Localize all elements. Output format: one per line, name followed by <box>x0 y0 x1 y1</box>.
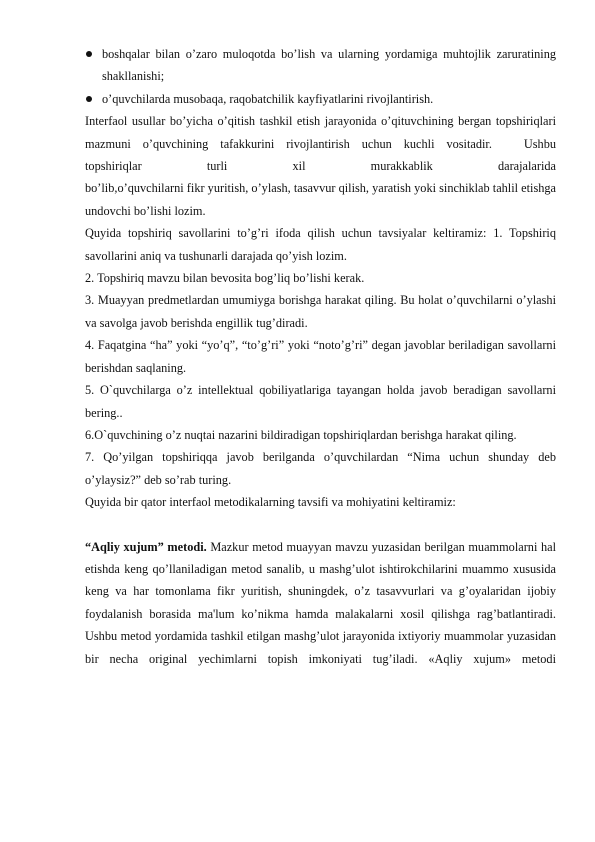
blank-line <box>85 514 556 536</box>
list-item-2: 2. Topshiriq mavzu bilan bevosita bog’liq bo’lishi kerak. <box>85 271 365 286</box>
paragraph-brainstorm-method <box>85 536 556 670</box>
list-item-7: 7. Qo’yilgan topshiriqqa javob berilganda o’quvchilardan “Nima uchun shunday deb o’ylaysiz?” deb so’rab turing. <box>85 450 556 487</box>
bullet-item <box>85 88 556 110</box>
paragraph-continuation: bo’lib,o’quvchilarni fikr yuritish, o’ylash, tasavvur qilish, yaratish yoki sinchiklab tahlil etishga undovchi bo’lishi lozim. <box>85 181 556 218</box>
method-title: “Aqliy xujum” metodi. <box>85 539 207 554</box>
method-body: Mazkur metod muayyan mavzu yuzasidan berilgan muammolarni hal etishda keng qo’llaniladigan metod sanalib, u mashg’ulot ishtirokchilarini muammo xususida keng va har tomonlama fikr yuritish, shuningdek, o’z tasavvurlari va g’oyalaridan ijobiy foydalanish borasida ma'lum ko’nikma hamda malakalarni xosil qilishga rag’batlantiradi. Ushbu metod yordamida tashkil etilgan mashg’ulot jarayonida ixtiyoriy muammolar yuzasidan bir necha original yechimlarni topish imkoniyati tug’iladi. «Aqliy xujum» metodi <box>85 539 557 666</box>
list-item-6: 6.O`quvchining o’z nuqtai nazarini bildiradigan topshiriqlardan berishga harakat qiling. <box>85 427 517 442</box>
bullet-text: boshqalar bilan o’zaro muloqotda bo’lish va ularning yordamiga muhtojlik zaruratining shakllanishi; <box>102 47 556 84</box>
bullet-icon <box>86 96 92 102</box>
bullet-item <box>85 43 556 88</box>
paragraph-recommendations: Quyida topshiriq savollarini to’g’ri ifoda qilish uchun tavsiyalar keltiramiz: 1. Topshiriq savollarini aniq va tushunarli darajada qo’yish lozim. <box>85 226 556 263</box>
list-item-4: 4. Faqatgina “ha” yoki “yo’q”, “to’g’ri” yoki “noto’g’ri” degan javoblar beriladigan savollarni berishdan saqlaning. <box>85 338 556 375</box>
paragraph-intro: Quyida bir qator interfaol metodikalarning tavsifi va mohiyatini keltiramiz: <box>85 495 456 510</box>
bullet-icon <box>86 51 92 57</box>
list-item-5: 5. O`quvchilarga o’z intellektual qobiliyatlariga tayangan holda javob beradigan savollarni bering.. <box>85 383 556 420</box>
list-item-3: 3. Muayyan predmetlardan umumiyga borishga harakat qiling. Bu holat o’quvchilarni o’ylashi va savolga javob berishda engillik tug’diradi. <box>85 293 556 330</box>
paragraph-interactive-methods: Interfaol usullar bo’yicha o’qitish tashkil etish jarayonida o’qituvchining bergan topshiriqlari mazmuni o’quvchining tafakkurini rivojlantirish uchun kuchli vositadir. Ushbu topshiriqlar turli xil murakkablik darajalarida <box>85 114 556 174</box>
bullet-text: o’quvchilarda musobaqa, raqobatchilik kayfiyatlarini rivojlantirish. <box>102 91 434 106</box>
document-body <box>85 43 556 670</box>
